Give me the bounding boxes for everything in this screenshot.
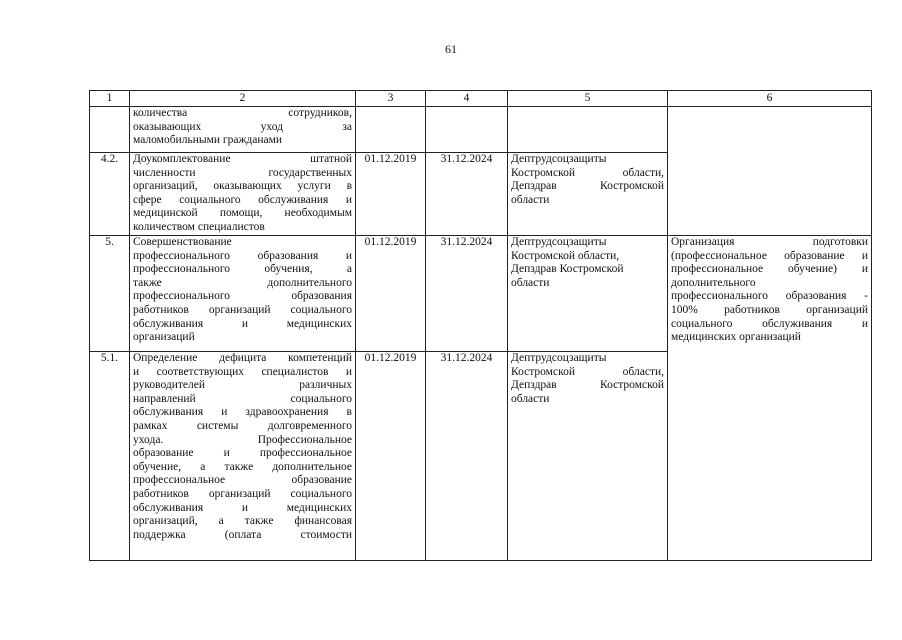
text-line: организаций, оказывающих услуги в <box>133 180 352 193</box>
text-line: области <box>511 392 550 405</box>
text-line: обслуживания и медицинских <box>133 501 352 514</box>
column-header: 2 <box>130 91 356 107</box>
start-date-cell: 01.12.2019 <box>356 236 426 352</box>
text-line: направлений социального <box>133 392 352 405</box>
text-line: сфере социального обслуживания и <box>133 193 352 206</box>
text-line: Организация подготовки <box>671 236 868 248</box>
text-line: количеством специалистов <box>133 220 265 233</box>
executor-cell <box>508 153 668 236</box>
text-line: рамках системы долговременного <box>133 419 352 432</box>
text-line: Дептрудсоцзащиты <box>511 236 607 248</box>
activity-text-cell <box>130 107 356 153</box>
text-line: обслуживания и здравоохранения в <box>133 406 352 419</box>
text-line: работников организаций социального <box>133 303 352 316</box>
text-line: Дептрудсоцзащиты <box>511 153 607 165</box>
executor-cell <box>508 236 668 352</box>
text-line: Депздрав Костромской <box>511 263 624 276</box>
end-date-cell: 31.12.2024 <box>426 352 508 561</box>
text-line: и соответствующих специалистов и <box>133 365 352 378</box>
table-row <box>90 107 872 153</box>
activity-text-cell <box>130 153 356 236</box>
text-line: численности государственных <box>133 166 352 179</box>
text-line: профессионального образования и <box>133 249 352 262</box>
text-line: профессионального образования <box>133 290 352 303</box>
text-line: медицинской помощи, необходимым <box>133 207 352 220</box>
text-line: социального обслуживания и <box>671 317 868 330</box>
text-line: медицинских организаций <box>671 331 801 344</box>
text-line: Депздрав Костромской <box>511 180 664 193</box>
text-line: ухода. Профессиональное <box>133 433 352 446</box>
text-line: работников организаций социального <box>133 487 352 500</box>
text-line: области <box>511 193 550 206</box>
text-line: обучение, а также дополнительное <box>133 460 352 473</box>
end-date-cell: 31.12.2024 <box>426 236 508 352</box>
end-date-cell: 31.12.2024 <box>426 153 508 236</box>
text-line: Определение дефицита компетенций <box>133 352 352 364</box>
text-line: руководителей различных <box>133 379 352 392</box>
text-line: 100% работников организаций <box>671 303 868 316</box>
text-line: оказывающих уход за <box>133 120 352 133</box>
text-line: Костромской области, <box>511 365 664 378</box>
row-number-cell: 5.1. <box>90 352 130 561</box>
result-cell <box>668 236 872 561</box>
text-line: профессионального образования - <box>671 290 868 303</box>
page-number: 61 <box>445 42 457 56</box>
activity-text-cell <box>130 236 356 352</box>
text-line: Костромской области, <box>511 249 620 262</box>
text-line: организаций <box>133 331 195 344</box>
activity-text-cell <box>130 352 356 561</box>
text-line: Депздрав Костромской <box>511 379 664 392</box>
text-line: Совершенствование <box>133 236 232 248</box>
text-line: (профессиональное образование и <box>671 249 868 262</box>
text-line: обслуживания и медицинских <box>133 317 352 330</box>
text-line: профессиональное образование <box>133 474 352 487</box>
text-line: профессиональное обучение) и <box>671 263 868 276</box>
table-header-row <box>90 91 872 107</box>
executor-cell <box>508 352 668 561</box>
text-line: поддержка (оплата стоимости <box>133 528 352 541</box>
column-header: 1 <box>90 91 130 107</box>
column-header: 5 <box>508 91 668 107</box>
text-line: маломобильными гражданами <box>133 134 283 147</box>
row-number-cell: 5. <box>90 236 130 352</box>
row-number-cell <box>90 107 130 153</box>
text-line: области <box>511 276 550 289</box>
start-date-cell <box>356 107 426 153</box>
text-line: Дептрудсоцзащиты <box>511 352 607 364</box>
column-header: 3 <box>356 91 426 107</box>
text-line: количества сотрудников, <box>133 107 352 119</box>
end-date-cell <box>426 107 508 153</box>
column-header: 6 <box>668 91 872 107</box>
text-line: Костромской области, <box>511 166 664 179</box>
text-line: Доукомплектование штатной <box>133 153 352 165</box>
text-line: дополнительного <box>671 276 756 289</box>
text-line: образование и профессиональное <box>133 447 352 460</box>
start-date-cell: 01.12.2019 <box>356 352 426 561</box>
text-line: профессионального обучения, а <box>133 263 352 276</box>
text-line: также дополнительного <box>133 276 352 289</box>
table-row <box>90 236 872 352</box>
row-number-cell: 4.2. <box>90 153 130 236</box>
plan-table <box>89 90 872 561</box>
result-cell <box>668 107 872 236</box>
executor-cell <box>508 107 668 153</box>
text-line: организаций, а также финансовая <box>133 515 352 528</box>
start-date-cell: 01.12.2019 <box>356 153 426 236</box>
column-header: 4 <box>426 91 508 107</box>
